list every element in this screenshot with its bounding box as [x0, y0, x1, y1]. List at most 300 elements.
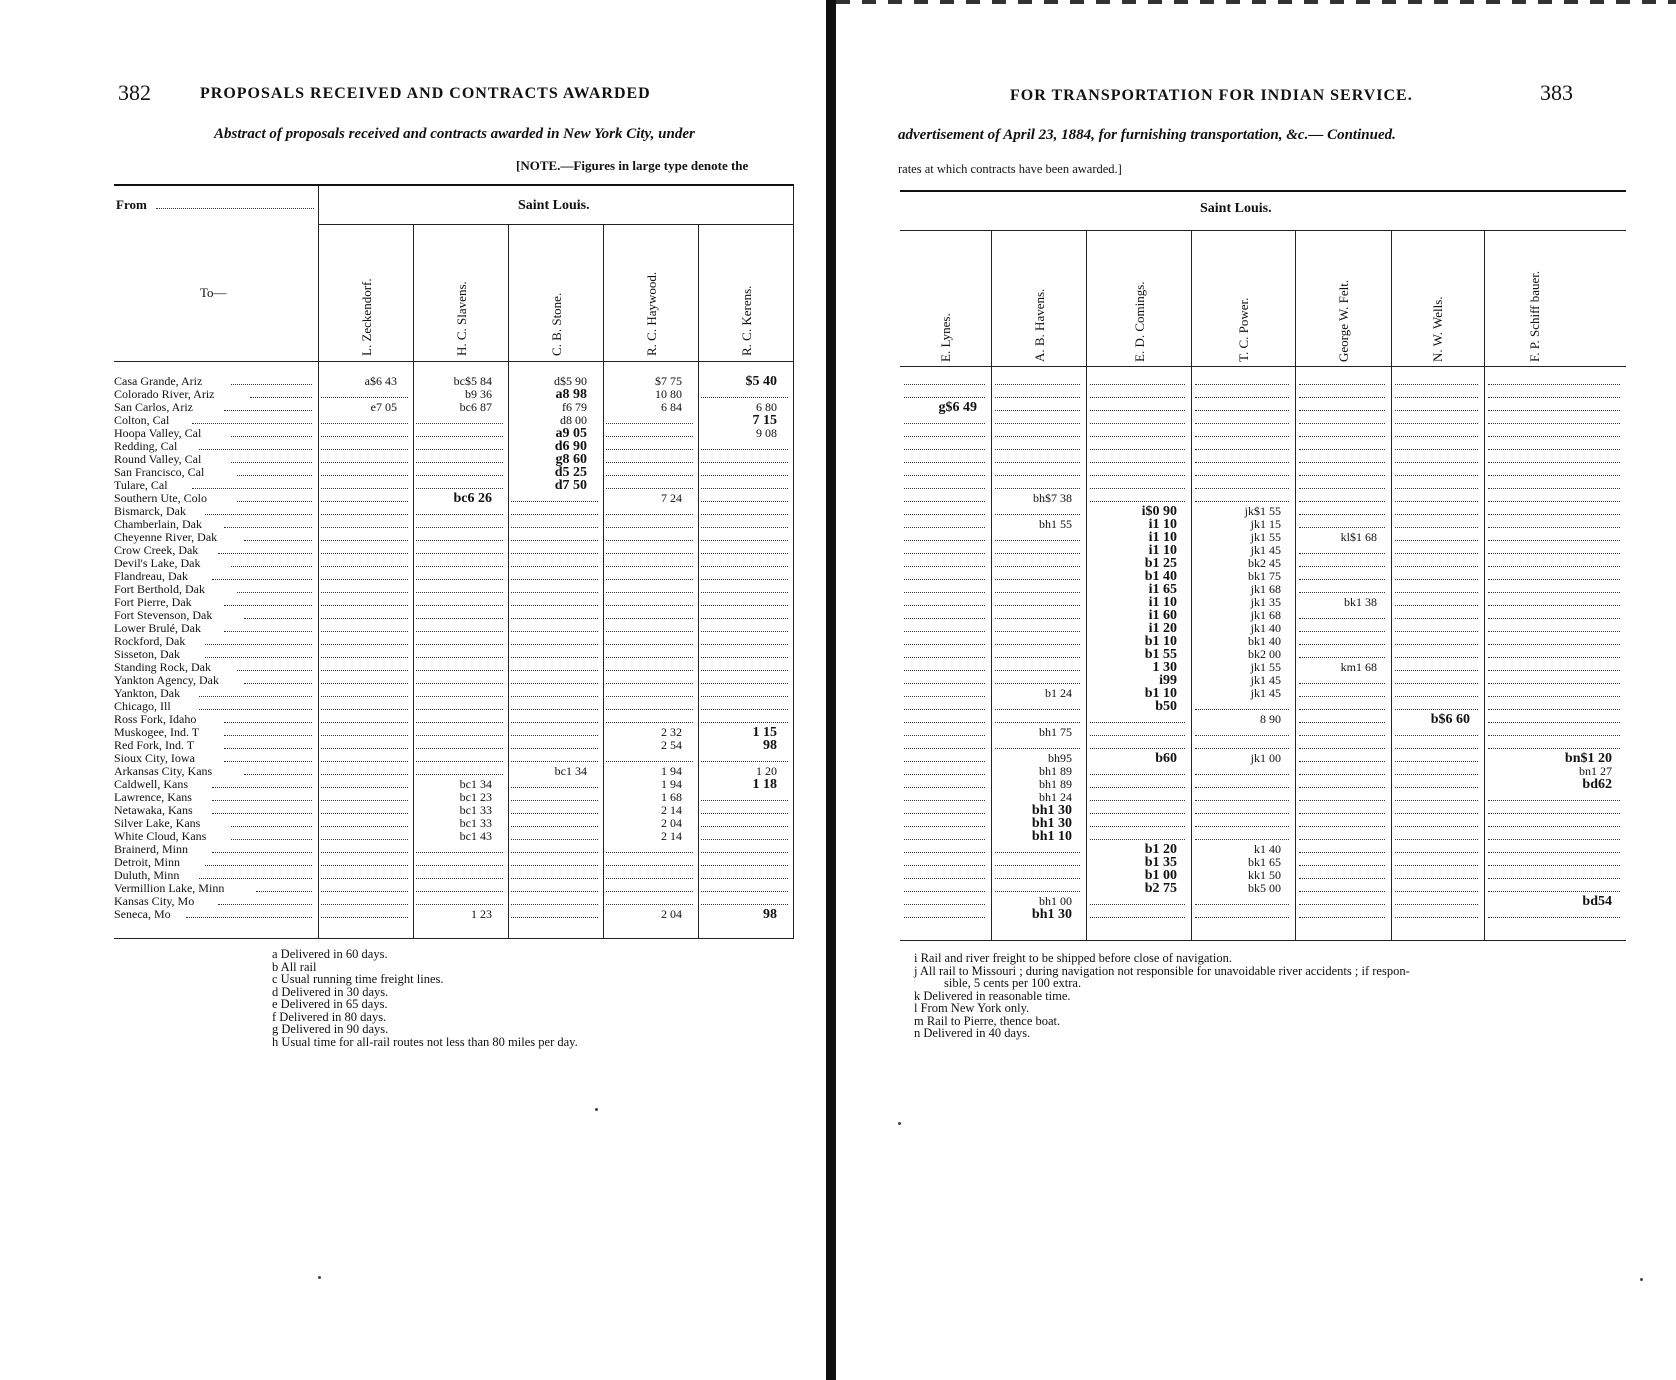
leader-dots — [1395, 908, 1478, 918]
rate-cell: bh1 55 — [1039, 517, 1072, 531]
leader-dots — [701, 648, 788, 658]
destination-name: Netawaka, Kans — [114, 803, 193, 817]
leader-dots — [904, 726, 985, 736]
leader-dots — [511, 713, 598, 723]
leader-dots — [904, 856, 985, 866]
leader-dots — [904, 674, 985, 684]
leader-dots — [904, 635, 985, 645]
leader-dots — [321, 609, 408, 619]
leader-dots — [1488, 414, 1620, 424]
rate-cell: bh1 75 — [1039, 725, 1072, 739]
footnote: g Delivered in 90 days. — [272, 1022, 389, 1036]
rate-cell: jk1 45 — [1250, 543, 1281, 557]
leader-dots — [199, 687, 312, 697]
destination-name: Red Fork, Ind. T — [114, 738, 195, 752]
table-row — [900, 765, 1626, 778]
leader-dots — [321, 726, 408, 736]
leader-dots — [701, 466, 788, 476]
leader-dots — [1488, 531, 1620, 541]
leader-dots — [1299, 713, 1385, 723]
leader-dots — [1299, 440, 1385, 450]
leader-dots — [1395, 687, 1478, 697]
leader-dots — [904, 479, 985, 489]
table-row — [900, 726, 1626, 739]
leader-dots — [511, 583, 598, 593]
leader-dots — [606, 440, 693, 450]
footnote: i Rail and river freight to be shipped before close of navigation. — [914, 951, 1232, 965]
leader-dots — [205, 635, 312, 645]
leader-dots — [256, 882, 312, 892]
rate-cell: d7 50 — [554, 478, 587, 493]
leader-dots — [904, 453, 985, 463]
table-row — [114, 856, 794, 869]
footnote: j All rail to Missouri ; during navigation not responsible for unavoidable river accidents ; if respon- — [914, 963, 1410, 978]
destination-name: Sioux City, Iowa — [114, 751, 195, 765]
leader-dots — [1488, 687, 1620, 697]
leader-dots — [606, 505, 693, 515]
rate-cell: b1 55 — [1144, 647, 1177, 662]
leader-dots — [416, 609, 503, 619]
leader-dots — [1395, 518, 1478, 528]
leader-dots — [701, 388, 788, 398]
rate-cell: d8 00 — [560, 413, 587, 427]
rate-cell: bc6 87 — [459, 400, 492, 414]
leader-dots — [1488, 570, 1620, 580]
leader-dots — [995, 466, 1080, 476]
destination-name: Round Valley, Cal — [114, 452, 202, 466]
leader-dots — [701, 804, 788, 814]
leader-dots — [1395, 726, 1478, 736]
leader-dots — [1299, 648, 1385, 658]
leader-dots — [231, 375, 312, 385]
leader-dots — [904, 505, 985, 515]
leader-dots — [321, 856, 408, 866]
rate-cell: a8 98 — [555, 387, 587, 402]
leader-dots — [511, 804, 598, 814]
leader-dots — [1195, 830, 1289, 840]
leader-dots — [237, 466, 312, 476]
leader-dots — [321, 778, 408, 788]
leader-dots — [1090, 414, 1185, 424]
rate-cell: b60 — [1155, 751, 1177, 766]
leader-dots — [995, 583, 1080, 593]
leader-dots — [1195, 700, 1289, 710]
left-page — [0, 0, 826, 1380]
footnotes — [914, 952, 1410, 1040]
leader-dots — [606, 544, 693, 554]
leader-dots — [321, 505, 408, 515]
leader-dots — [904, 752, 985, 762]
leader-dots — [701, 817, 788, 827]
rate-table-body — [114, 375, 794, 921]
leader-dots — [224, 739, 312, 749]
leader-dots — [1299, 492, 1385, 502]
leader-dots — [244, 765, 312, 775]
rate-cell: i1 10 — [1148, 595, 1177, 610]
footnote: k Delivered in reasonable time. — [914, 988, 1071, 1003]
leader-dots — [321, 453, 408, 463]
page-number: 382 — [118, 80, 151, 105]
leader-dots — [511, 531, 598, 541]
leader-dots — [1090, 830, 1185, 840]
leader-dots — [1090, 440, 1185, 450]
table-row — [900, 895, 1626, 908]
leader-dots — [995, 661, 1080, 671]
paper-speck — [898, 1122, 901, 1125]
destination-name: Chicago, Ill — [114, 699, 171, 713]
leader-dots — [416, 440, 503, 450]
leader-dots — [904, 570, 985, 580]
leader-dots — [224, 713, 312, 723]
leader-dots — [321, 557, 408, 567]
leader-dots — [1090, 908, 1185, 918]
leader-dots — [1488, 635, 1620, 645]
rate-cell: bh95 — [1048, 751, 1072, 765]
rate-cell: bc1 43 — [459, 829, 492, 843]
leader-dots — [416, 557, 503, 567]
leader-dots — [321, 739, 408, 749]
leader-dots — [1488, 882, 1620, 892]
leader-dots — [606, 466, 693, 476]
leader-dots — [416, 544, 503, 554]
table-row — [114, 492, 794, 505]
leader-dots — [701, 843, 788, 853]
leader-dots — [511, 882, 598, 892]
leader-dots — [511, 778, 598, 788]
table-row — [900, 713, 1626, 726]
rate-cell: bk1 40 — [1248, 634, 1281, 648]
leader-dots — [199, 700, 312, 710]
rate-cell: jk1 15 — [1250, 517, 1281, 531]
leader-dots — [1488, 648, 1620, 658]
bidder-column-header: A. B. Havens. — [1032, 288, 1047, 362]
destination-name: Vermillion Lake, Minn — [114, 881, 225, 895]
leader-dots — [212, 570, 312, 580]
group-rule — [318, 224, 794, 225]
leader-dots — [321, 531, 408, 541]
leader-dots — [244, 609, 312, 619]
rate-cell: d$5 90 — [554, 374, 587, 388]
table-row — [114, 596, 794, 609]
rate-cell: bk1 75 — [1248, 569, 1281, 583]
leader-dots — [701, 895, 788, 905]
table-row — [900, 388, 1626, 401]
rate-cell: $7 75 — [655, 374, 682, 388]
leader-dots — [321, 869, 408, 879]
leader-dots — [904, 765, 985, 775]
leader-dots — [606, 700, 693, 710]
rate-cell: bk2 45 — [1248, 556, 1281, 570]
leader-dots — [904, 414, 985, 424]
rate-cell: i1 10 — [1148, 517, 1177, 532]
leader-dots — [1299, 622, 1385, 632]
leader-dots — [321, 843, 408, 853]
leader-dots — [416, 856, 503, 866]
leader-dots — [1395, 401, 1478, 411]
rate-cell: bn1 27 — [1579, 764, 1612, 778]
leader-dots — [1195, 466, 1289, 476]
leader-dots — [511, 570, 598, 580]
rate-cell: jk1 68 — [1250, 582, 1281, 596]
leader-dots — [321, 791, 408, 801]
leader-dots — [321, 908, 408, 918]
leader-dots — [701, 635, 788, 645]
table-row — [114, 388, 794, 401]
leader-dots — [701, 752, 788, 762]
leader-dots — [511, 895, 598, 905]
leader-dots — [1395, 596, 1478, 606]
leader-dots — [1195, 492, 1289, 502]
rate-cell: e7 05 — [370, 400, 397, 414]
leader-dots — [1395, 752, 1478, 762]
leader-dots — [1090, 375, 1185, 385]
leader-dots — [1395, 609, 1478, 619]
leader-dots — [1195, 388, 1289, 398]
leader-dots — [1299, 830, 1385, 840]
leader-dots — [1195, 778, 1289, 788]
leader-dots — [904, 492, 985, 502]
table-subtitle: advertisement of April 23, 1884, for furnishing transportation, &c.— Continued. — [898, 127, 1396, 143]
table-row — [114, 895, 794, 908]
leader-dots — [1488, 453, 1620, 463]
leader-dots — [606, 583, 693, 593]
leader-dots — [1195, 375, 1289, 385]
table-row — [114, 908, 794, 921]
rate-cell: bc6 26 — [453, 491, 492, 506]
leader-dots — [511, 622, 598, 632]
leader-dots — [1299, 869, 1385, 879]
leader-dots — [321, 687, 408, 697]
leader-dots — [904, 596, 985, 606]
destination-name: Devil's Lake, Dak — [114, 556, 201, 570]
leader-dots — [511, 856, 598, 866]
rate-cell: k1 40 — [1254, 842, 1281, 856]
leader-dots — [1395, 778, 1478, 788]
leader-dots — [1090, 401, 1185, 411]
leader-dots — [1395, 856, 1478, 866]
leader-dots — [416, 752, 503, 762]
leader-dots — [1488, 388, 1620, 398]
leader-dots — [321, 700, 408, 710]
leader-dots — [416, 531, 503, 541]
footnote: b All rail — [272, 959, 317, 974]
leader-dots — [904, 778, 985, 788]
leader-dots — [904, 882, 985, 892]
leader-dots — [1195, 895, 1289, 905]
rate-cell: bd62 — [1582, 777, 1612, 792]
leader-dots — [1395, 544, 1478, 554]
leader-dots — [1195, 791, 1289, 801]
leader-dots — [224, 622, 312, 632]
leader-dots — [416, 466, 503, 476]
leader-dots — [1488, 596, 1620, 606]
rate-cell: 1 18 — [752, 777, 777, 792]
leader-dots — [1395, 505, 1478, 515]
table-row — [900, 908, 1626, 921]
table-row — [114, 531, 794, 544]
rate-cell: g8 60 — [555, 452, 587, 467]
leader-dots — [511, 817, 598, 827]
table-row — [114, 804, 794, 817]
table-row — [114, 583, 794, 596]
leader-dots — [1395, 622, 1478, 632]
footnote: c Usual running time freight lines. — [272, 972, 444, 986]
leader-dots — [1395, 648, 1478, 658]
leader-dots — [237, 492, 312, 502]
leader-dots — [1488, 869, 1620, 879]
rate-cell: a9 05 — [555, 426, 587, 441]
leader-dots — [205, 856, 312, 866]
rate-cell: bk5 00 — [1248, 881, 1281, 895]
destination-name: Detroit, Minn — [114, 855, 180, 869]
leader-dots — [416, 713, 503, 723]
rate-cell: d5 25 — [554, 465, 587, 480]
leader-dots — [321, 830, 408, 840]
rate-cell: bh1 89 — [1039, 777, 1072, 791]
rate-cell: bk1 65 — [1248, 855, 1281, 869]
rate-cell: i1 10 — [1148, 530, 1177, 545]
leader-dots — [1395, 427, 1478, 437]
leader-dots — [904, 648, 985, 658]
leader-dots — [904, 466, 985, 476]
table-top-rule — [900, 190, 1626, 192]
leader-dots — [606, 895, 693, 905]
leader-dots — [606, 635, 693, 645]
rate-cell: a$6 43 — [364, 374, 397, 388]
leader-dots — [1395, 466, 1478, 476]
table-row — [114, 882, 794, 895]
leader-dots — [1395, 700, 1478, 710]
rate-cell: b1 20 — [1144, 842, 1177, 857]
leader-dots — [701, 557, 788, 567]
table-row — [114, 544, 794, 557]
leader-dots — [321, 544, 408, 554]
rate-cell: b50 — [1155, 699, 1177, 714]
leader-dots — [511, 739, 598, 749]
leader-dots — [416, 648, 503, 658]
rate-cell: jk1 55 — [1250, 530, 1281, 544]
leader-dots — [1299, 453, 1385, 463]
leader-dots — [1090, 895, 1185, 905]
destination-name: Flandreau, Dak — [114, 569, 188, 583]
rate-cell: b1 10 — [1144, 686, 1177, 701]
rate-cell: bc1 34 — [459, 777, 492, 791]
footnote: l From New York only. — [914, 1001, 1030, 1015]
rate-cell: b1 24 — [1045, 686, 1072, 700]
leader-dots — [995, 388, 1080, 398]
destination-name: Tulare, Cal — [114, 478, 168, 492]
leader-dots — [606, 661, 693, 671]
table-row — [114, 440, 794, 453]
leader-dots — [606, 622, 693, 632]
leader-dots — [416, 505, 503, 515]
leader-dots — [511, 544, 598, 554]
leader-dots — [904, 869, 985, 879]
leader-dots — [904, 791, 985, 801]
destination-name: Fort Berthold, Dak — [114, 582, 205, 596]
leader-dots — [1488, 440, 1620, 450]
leader-dots — [995, 713, 1080, 723]
rate-cell: b9 36 — [465, 387, 492, 401]
leader-dots — [1299, 817, 1385, 827]
leader-dots — [1395, 453, 1478, 463]
leader-dots — [1488, 518, 1620, 528]
leader-dots — [511, 505, 598, 515]
leader-dots — [1090, 739, 1185, 749]
leader-dots — [995, 414, 1080, 424]
leader-dots — [606, 856, 693, 866]
destination-name: Southern Ute, Colo — [114, 491, 207, 505]
leader-dots — [1090, 778, 1185, 788]
rate-cell: bh1 30 — [1031, 803, 1072, 818]
leader-dots — [511, 661, 598, 671]
leader-dots — [511, 518, 598, 528]
table-row — [900, 687, 1626, 700]
leader-dots — [701, 518, 788, 528]
leader-dots — [904, 843, 985, 853]
leader-dots — [904, 817, 985, 827]
leader-dots — [701, 713, 788, 723]
leader-dots — [606, 609, 693, 619]
table-row — [114, 635, 794, 648]
leader-dots — [1488, 427, 1620, 437]
leader-dots — [701, 609, 788, 619]
leader-dots — [511, 492, 598, 502]
rate-cell: b$6 60 — [1430, 712, 1470, 727]
leader-dots — [701, 856, 788, 866]
bidder-column-header: George W. Felt. — [1336, 279, 1351, 362]
leader-dots — [511, 700, 598, 710]
leader-dots — [1488, 583, 1620, 593]
leader-dots — [904, 583, 985, 593]
destination-name: Arkansas City, Kans — [114, 764, 213, 778]
rate-cell: 2 04 — [661, 816, 682, 830]
leader-dots — [186, 908, 312, 918]
table-row — [114, 375, 794, 388]
footnote: n Delivered in 40 days. — [914, 1026, 1031, 1040]
bidder-column-header: E. D. Comings. — [1132, 281, 1147, 362]
leader-dots — [904, 518, 985, 528]
leader-dots — [1488, 700, 1620, 710]
leader-dots — [1395, 440, 1478, 450]
leader-dots — [1488, 557, 1620, 567]
leader-dots — [1488, 726, 1620, 736]
leader-dots — [416, 570, 503, 580]
rate-cell: i1 60 — [1148, 608, 1177, 623]
leader-dots — [224, 726, 312, 736]
rate-cell: 10 80 — [655, 387, 682, 401]
leader-dots — [1395, 583, 1478, 593]
table-bottom-rule — [114, 938, 794, 939]
leader-dots — [511, 726, 598, 736]
leader-dots — [1395, 414, 1478, 424]
rate-cell: 1 68 — [661, 790, 682, 804]
leader-dots — [1090, 726, 1185, 736]
leader-dots — [1299, 804, 1385, 814]
leader-dots — [995, 856, 1080, 866]
leader-dots — [1395, 557, 1478, 567]
leader-dots — [231, 817, 312, 827]
table-row — [114, 726, 794, 739]
leader-dots — [1299, 570, 1385, 580]
table-subtitle: Abstract of proposals received and contracts awarded in New York City, under — [214, 126, 695, 142]
leader-dots — [606, 882, 693, 892]
footnote: d Delivered in 30 days. — [272, 984, 389, 999]
rate-cell: bh1 24 — [1039, 790, 1072, 804]
rate-cell: b1 35 — [1144, 855, 1177, 870]
leader-dots — [511, 687, 598, 697]
leader-dots — [416, 765, 503, 775]
